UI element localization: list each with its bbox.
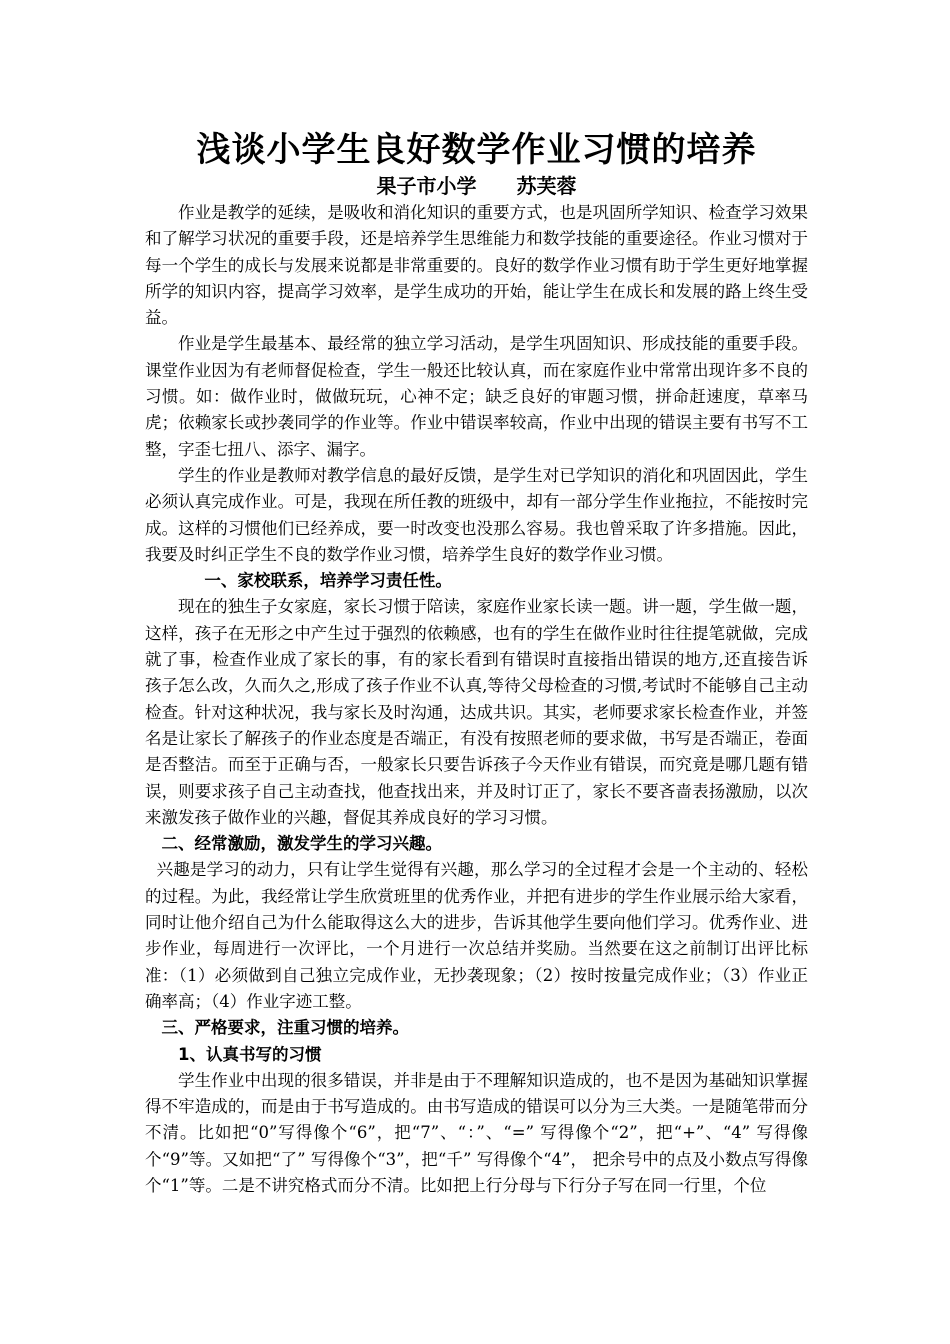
document-page: [145, 128, 808, 1199]
paragraph-subsection-1: 学生作业中出现的很多错误，并非是由于不理解知识造成的，也不是因为基础知识掌握得不牢造成的，而是由于书写造成的。由书写造成的错误可以分为三大类。一是随笔带而分不清。比如把“0”写得像个“6”，把“7”、“：”、“=” 写得像个“2”，把“+”、“4” 写得像个“9”等。又如把“了” 写得像个“3”，把“千” 写得像个“4”， 把余号中的点及小数点写得像个“1”等。二是不讲究格式而分不清。比如把上行分母与下行分子写在同一行里，个位: [145, 1070, 808, 1195]
subsection-heading-1: 1、认真书写的习惯: [178, 1044, 322, 1064]
author-line: 果子市小学 苏芙蓉: [376, 174, 577, 198]
paragraph-section-2: 兴趣是学习的动力，只有让学生觉得有兴趣，那么学习的全过程才会是一个主动的、轻松的过程。为此，我经常让学生欣赏班里的优秀作业，并把有进步的学生作业展示给大家看，同时让他介绍自己为什么能取得这么大的进步，告诉其他学生要向他们学习。优秀作业、进步作业，每周进行一次评比，一个月进行一次总结并奖励。当然要在这之前制订出评比标准：（1）必须做到自己独立完成作业，无抄袭现象；（2）按时按量完成作业；（3）作业正确率高；（4）作业字迹工整。: [145, 860, 808, 1011]
section-heading-3: 三、严格要求，注重习惯的培养。: [161, 1018, 409, 1038]
paragraph-section-1: 现在的独生子女家庭，家长习惯于陪读，家庭作业家长读一题。讲一题，学生做一题，这样，孩子在无形之中产生过于强烈的依赖感，也有的学生在做作业时往往提笔就做，完成就了事，检查作业成了家长的事，有的家长看到有错误时直接指出错误的地方,还直接告诉孩子怎么改，久而久之,形成了孩子作业不认真,等待父母检查的习惯,考试时不能够自己主动检查。针对这种状况，我与家长及时沟通，达成共识。其实，老师要求家长检查作业，并签名是让家长了解孩子的作业态度是否端正，有没有按照老师的要求做，书写是否端正，卷面是否整洁。而至于正确与否，一般家长只要告诉孩子今天作业有错误，而究竟是哪几题有错误，则要求孩子自己主动查找，他查找出来，并及时订正了，家长不要吝啬表扬激励，以次来激发孩子做作业的兴趣，督促其养成良好的学习习惯。: [145, 597, 808, 827]
section-heading-2: 二、经常激励，激发学生的学习兴趣。: [161, 834, 442, 854]
document-title: 浅谈小学生良好数学作业习惯的培养: [196, 130, 757, 170]
paragraph-intro-1: 作业是教学的延续，是吸收和消化知识的重要方式，也是巩固所学知识、检查学习效果和了解学习状况的重要手段，还是培养学生思维能力和数学技能的重要途径。作业习惯对于每一个学生的成长与发展来说都是非常重要的。良好的数学作业习惯有助于学生更好地掌握所学的知识内容，提高学习效率，是学生成功的开始，能让学生在成长和发展的路上终生受益。: [145, 203, 808, 328]
paragraph-intro-3: 学生的作业是教师对教学信息的最好反馈，是学生对已学知识的消化和巩固因此，学生必须认真完成作业。可是，我现在所任教的班级中，却有一部分学生作业拖拉，不能按时完成。这样的习惯他们已经养成，要一时改变也没那么容易。我也曾采取了许多措施。因此，我要及时纠正学生不良的数学作业习惯，培养学生良好的数学作业习惯。: [145, 465, 808, 564]
section-heading-1: 一、家校联系，培养学习责任性。: [204, 571, 452, 591]
paragraph-intro-2: 作业是学生最基本、最经常的独立学习活动，是学生巩固知识、形成技能的重要手段。课堂作业因为有老师督促检查，学生一般还比较认真，而在家庭作业中常常出现许多不良的习惯。如：做作业时，做做玩玩，心神不定；缺乏良好的审题习惯，拼命赶速度，草率马虎；依赖家长或抄袭同学的作业等。作业中错误率较高，作业中出现的错误主要有书写不工整，字歪七扭八、添字、漏字。: [145, 334, 808, 459]
